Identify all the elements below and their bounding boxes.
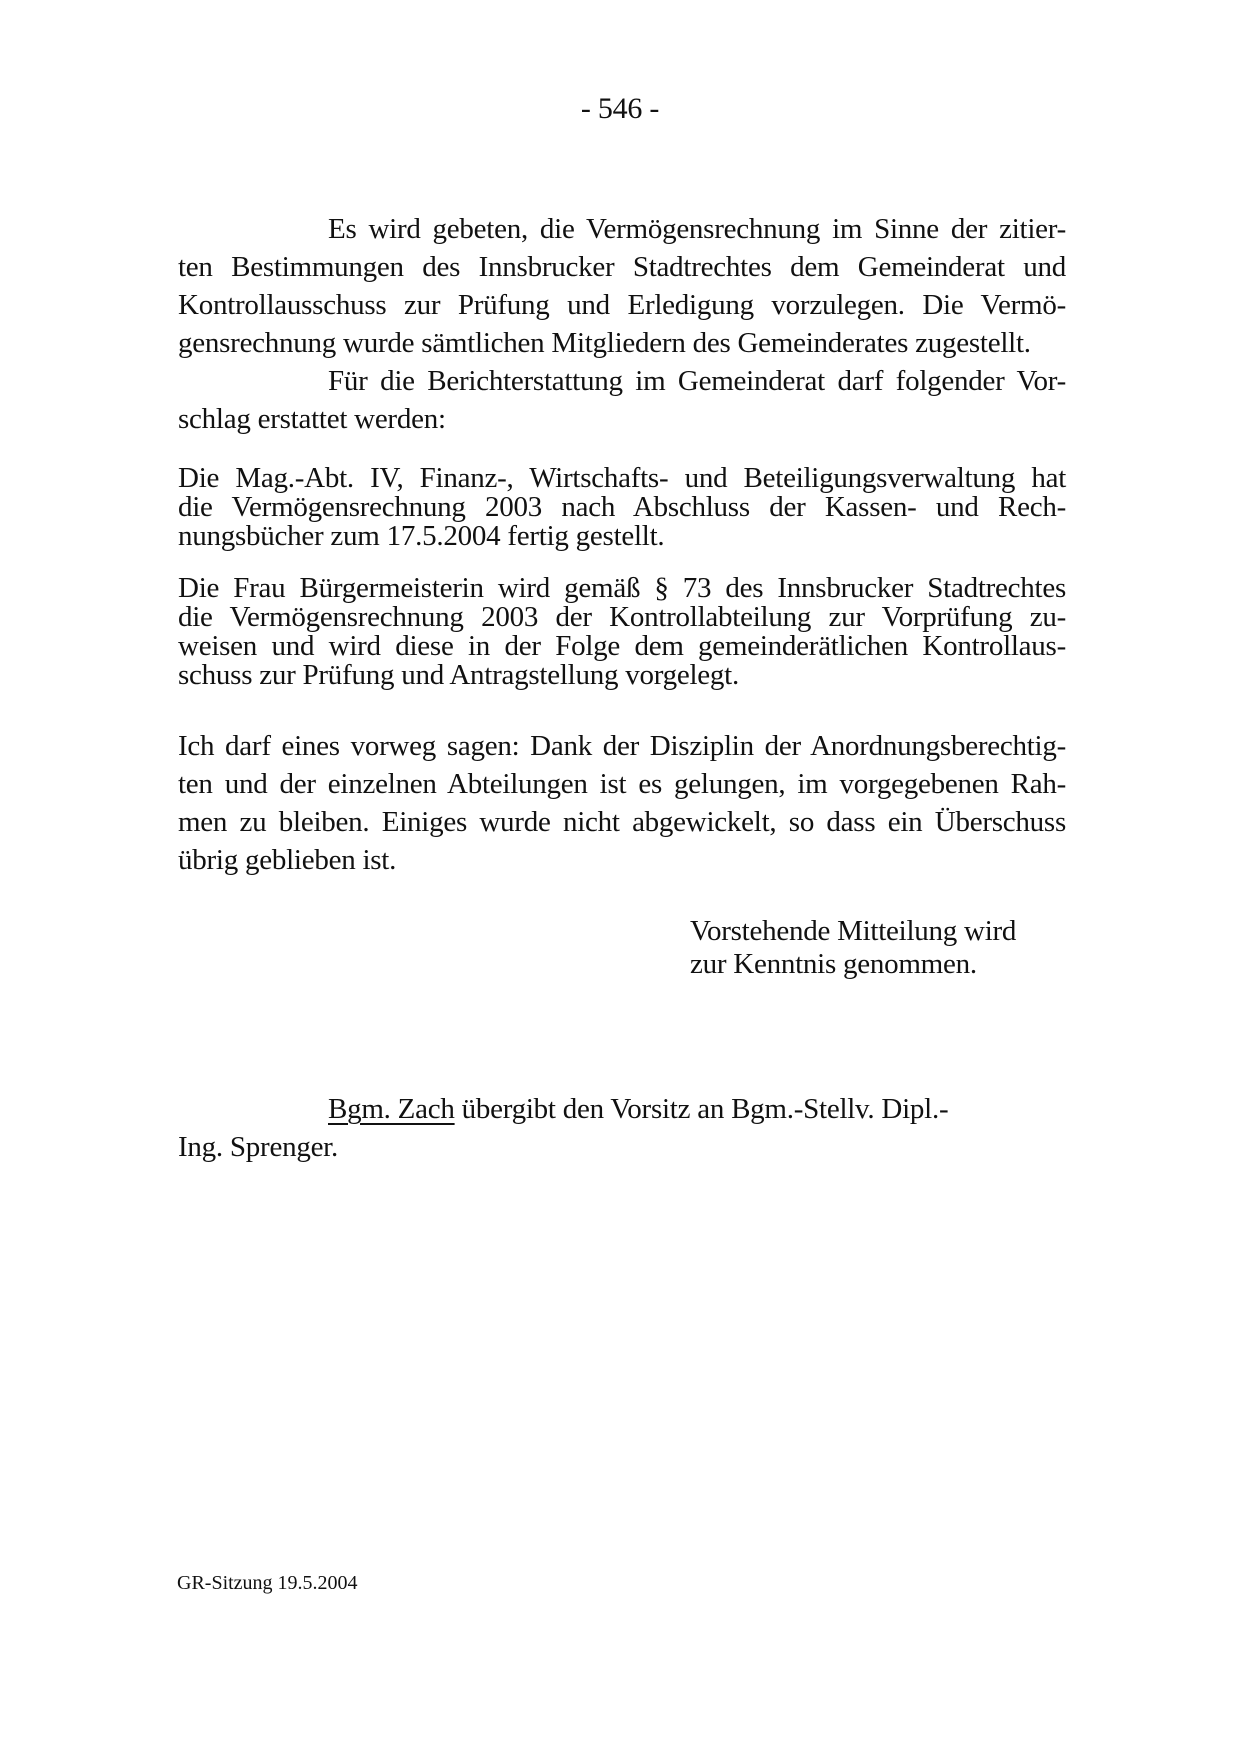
text-line: zur Kenntnis genommen. bbox=[690, 948, 977, 980]
text-line: gensrechnung wurde sämtlichen Mitgliedern des Gemeinderates zugestellt. bbox=[178, 327, 1031, 359]
text-line: schuss zur Prüfung und Antragstellung vorgelegt. bbox=[178, 659, 739, 691]
text-line: die Vermögensrechnung 2003 der Kontrollabteilung zur Vorprüfung zu- bbox=[178, 601, 1066, 633]
text-line: Die Frau Bürgermeisterin wird gemäß § 73 des Innsbrucker Stadtrechtes bbox=[178, 572, 1066, 604]
footer-session-label: GR-Sitzung 19.5.2004 bbox=[177, 1572, 358, 1594]
text-line: Ich darf eines vorweg sagen: Dank der Disziplin der Anordnungsberechtig- bbox=[178, 730, 1066, 762]
text-line: Kontrollausschuss zur Prüfung und Erledigung vorzulegen. Die Vermö- bbox=[178, 289, 1066, 321]
text-line: weisen und wird diese in der Folge dem gemeinderätlichen Kontrollaus- bbox=[178, 630, 1066, 662]
paragraph-proposal-1 bbox=[178, 464, 1066, 551]
text-line bbox=[178, 1090, 1066, 1128]
text-line: schlag erstattet werden: bbox=[178, 403, 446, 435]
page-number: - 546 - bbox=[580, 92, 660, 125]
text-line: die Vermögensrechnung 2003 nach Abschluss der Kassen- und Rech- bbox=[178, 491, 1066, 523]
handover-text-line2: Ing. Sprenger. bbox=[178, 1131, 338, 1163]
paragraph-handover bbox=[178, 1090, 1066, 1166]
paragraph-proposal-2 bbox=[178, 574, 1066, 690]
handover-text: übergibt den Vorsitz an Bgm.-Stellv. Dipl.- bbox=[454, 1093, 949, 1125]
text-line: Es wird gebeten, die Vermögensrechnung im Sinne der zitier- bbox=[328, 213, 1066, 245]
resolution-note bbox=[690, 915, 1110, 981]
paragraph-report-intro bbox=[178, 362, 1066, 438]
text-line: ten und der einzelnen Abteilungen ist es gelungen, im vorgegebenen Rah- bbox=[178, 768, 1066, 800]
text-line: Vorstehende Mitteilung wird bbox=[690, 915, 1017, 947]
paragraph-intro bbox=[178, 210, 1066, 362]
text-line: nungsbücher zum 17.5.2004 fertig gestellt. bbox=[178, 520, 665, 552]
text-line: men zu bleiben. Einiges wurde nicht abgewickelt, so dass ein Überschuss bbox=[178, 806, 1066, 838]
text-line bbox=[178, 1128, 1066, 1166]
text-line: ten Bestimmungen des Innsbrucker Stadtrechtes dem Gemeinderat und bbox=[178, 251, 1066, 283]
speaker-name-underlined: Bgm. Zach bbox=[328, 1093, 455, 1125]
paragraph-remarks bbox=[178, 727, 1066, 879]
text-line: Die Mag.-Abt. IV, Finanz-, Wirtschafts- und Beteiligungsverwaltung hat bbox=[178, 462, 1066, 494]
text-line: Für die Berichterstattung im Gemeinderat darf folgender Vor- bbox=[328, 365, 1066, 397]
text-line: übrig geblieben ist. bbox=[178, 844, 397, 876]
